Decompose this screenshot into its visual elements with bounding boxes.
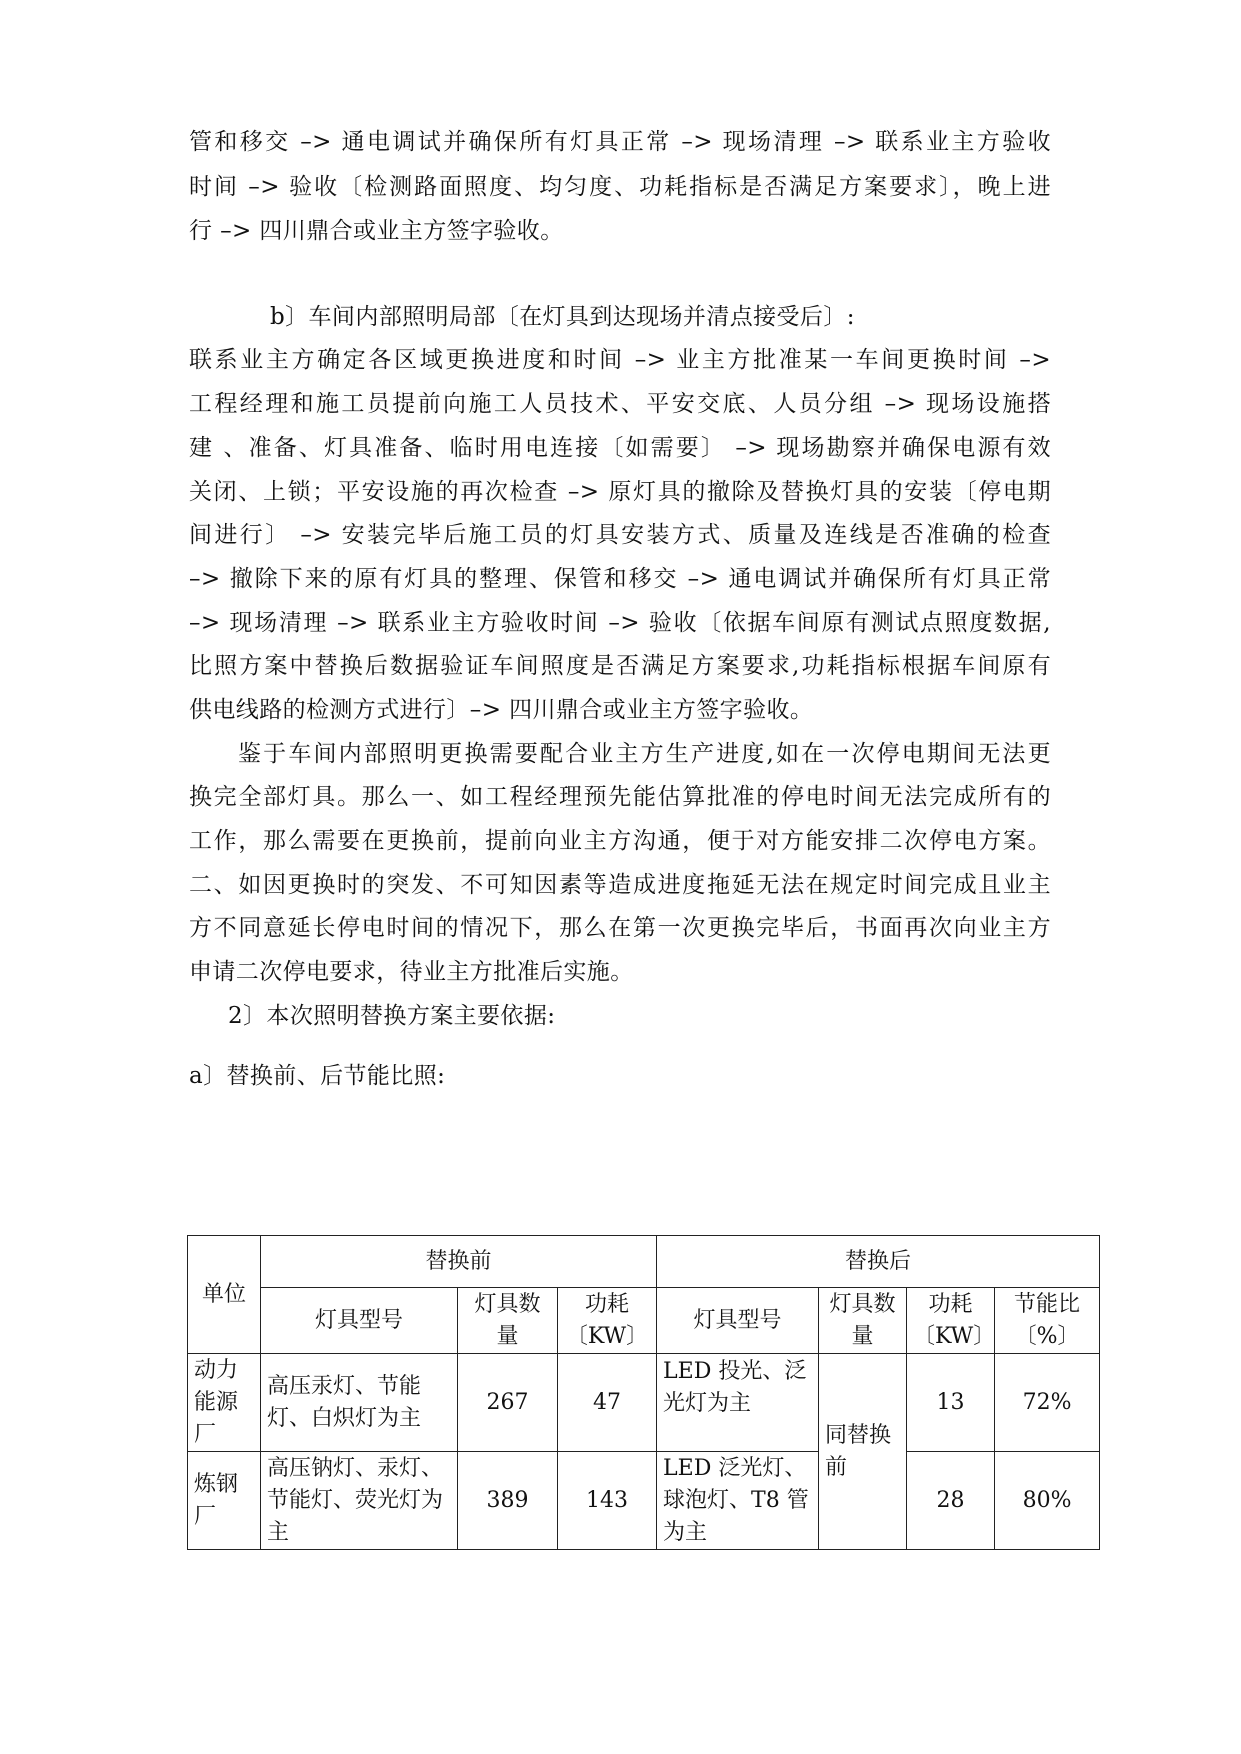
paragraph-line: 间进行〕 –> 安装完毕后施工员的灯具安装方式、质量及连线是否准确的检查 bbox=[189, 522, 1051, 548]
header-model-before: 灯具型号 bbox=[261, 1288, 458, 1354]
cell-qty-after: 同替换前 bbox=[819, 1354, 907, 1550]
cell-power-before: 47 bbox=[558, 1354, 657, 1452]
cell-unit: 动力能源厂 bbox=[188, 1354, 261, 1452]
cell-model-before: 高压钠灯、汞灯、节能灯、荧光灯为主 bbox=[261, 1452, 458, 1550]
paragraph-line: 申请二次停电要求，待业主方批准后实施。 bbox=[189, 959, 634, 985]
cell-qty-before: 267 bbox=[458, 1354, 558, 1452]
header-after: 替换后 bbox=[657, 1236, 1100, 1288]
cell-model-before: 高压汞灯、节能灯、白炽灯为主 bbox=[261, 1354, 458, 1452]
cell-model-after: LED 泛光灯、球泡灯、T8 管为主 bbox=[657, 1452, 819, 1550]
paragraph-line: 工程经理和施工员提前向施工人员技术、平安交底、人员分组 –> 现场设施搭 bbox=[189, 391, 1051, 417]
paragraph-line: 建 、准备、灯具准备、临时用电连接〔如需要〕 –> 现场勘察并确保电源有效 bbox=[189, 435, 1051, 461]
header-model-after: 灯具型号 bbox=[657, 1288, 819, 1354]
header-unit: 单位 bbox=[188, 1236, 261, 1354]
paragraph-line: 管和移交 –> 通电调试并确保所有灯具正常 –> 现场清理 –> 联系业主方验收 bbox=[189, 129, 1051, 155]
cell-unit: 炼钢厂 bbox=[188, 1452, 261, 1550]
table-row bbox=[188, 1354, 1100, 1452]
header-saving: 节能比〔%〕 bbox=[995, 1288, 1100, 1354]
cell-qty-before: 389 bbox=[458, 1452, 558, 1550]
paragraph-line: 联系业主方确定各区域更换进度和时间 –> 业主方批准某一车间更换时间 –> bbox=[189, 347, 1051, 373]
section-heading: 2〕本次照明替换方案主要依据: bbox=[228, 1003, 556, 1029]
paragraph-line: 工作，那么需要在更换前，提前向业主方沟通，便于对方能安排二次停电方案。 bbox=[189, 828, 1051, 854]
header-before: 替换前 bbox=[261, 1236, 657, 1288]
section-heading: a〕替换前、后节能比照: bbox=[189, 1063, 446, 1089]
paragraph-line: –> 撤除下来的原有灯具的整理、保管和移交 –> 通电调试并确保所有灯具正常 bbox=[189, 566, 1051, 592]
paragraph-line: 关闭、上锁；平安设施的再次检查 –> 原灯具的撤除及替换灯具的安装〔停电期 bbox=[189, 479, 1051, 505]
paragraph-line: 供电线路的检测方式进行〕–> 四川鼎合或业主方签字验收。 bbox=[189, 697, 814, 723]
cell-saving: 80% bbox=[995, 1452, 1100, 1550]
header-qty-after: 灯具数量 bbox=[819, 1288, 907, 1354]
cell-saving: 72% bbox=[995, 1354, 1100, 1452]
paragraph-line: –> 现场清理 –> 联系业主方验收时间 –> 验收〔依据车间原有测试点照度数据, bbox=[189, 610, 1051, 636]
paragraph-line: 换完全部灯具。那么一、如工程经理预先能估算批准的停电时间无法完成所有的 bbox=[189, 784, 1051, 810]
header-power-before: 功耗〔KW〕 bbox=[558, 1288, 657, 1354]
table-row bbox=[188, 1452, 1100, 1550]
cell-model-after: LED 投光、泛光灯为主 bbox=[657, 1354, 819, 1452]
paragraph-line: 鉴于车间内部照明更换需要配合业主方生产进度,如在一次停电期间无法更 bbox=[238, 741, 1051, 767]
paragraph-line: 比照方案中替换后数据验证车间照度是否满足方案要求,功耗指标根据车间原有 bbox=[189, 653, 1051, 679]
paragraph-line: 二、如因更换时的突发、不可知因素等造成进度拖延无法在规定时间完成且业主 bbox=[189, 872, 1051, 898]
header-qty-before: 灯具数量 bbox=[458, 1288, 558, 1354]
cell-power-after: 28 bbox=[907, 1452, 995, 1550]
cell-power-before: 143 bbox=[558, 1452, 657, 1550]
paragraph-line: 时间 –> 验收〔检测路面照度、均匀度、功耗指标是否满足方案要求〕，晚上进 bbox=[189, 174, 1051, 200]
paragraph-line: 行 –> 四川鼎合或业主方签字验收。 bbox=[189, 218, 564, 244]
section-heading: b〕车间内部照明局部〔在灯具到达现场并清点接受后〕: bbox=[270, 304, 855, 330]
header-power-after: 功耗〔KW〕 bbox=[907, 1288, 995, 1354]
paragraph-line: 方不同意延长停电时间的情况下，那么在第一次更换完毕后，书面再次向业主方 bbox=[189, 915, 1051, 941]
cell-power-after: 13 bbox=[907, 1354, 995, 1452]
comparison-table bbox=[187, 1235, 1100, 1550]
